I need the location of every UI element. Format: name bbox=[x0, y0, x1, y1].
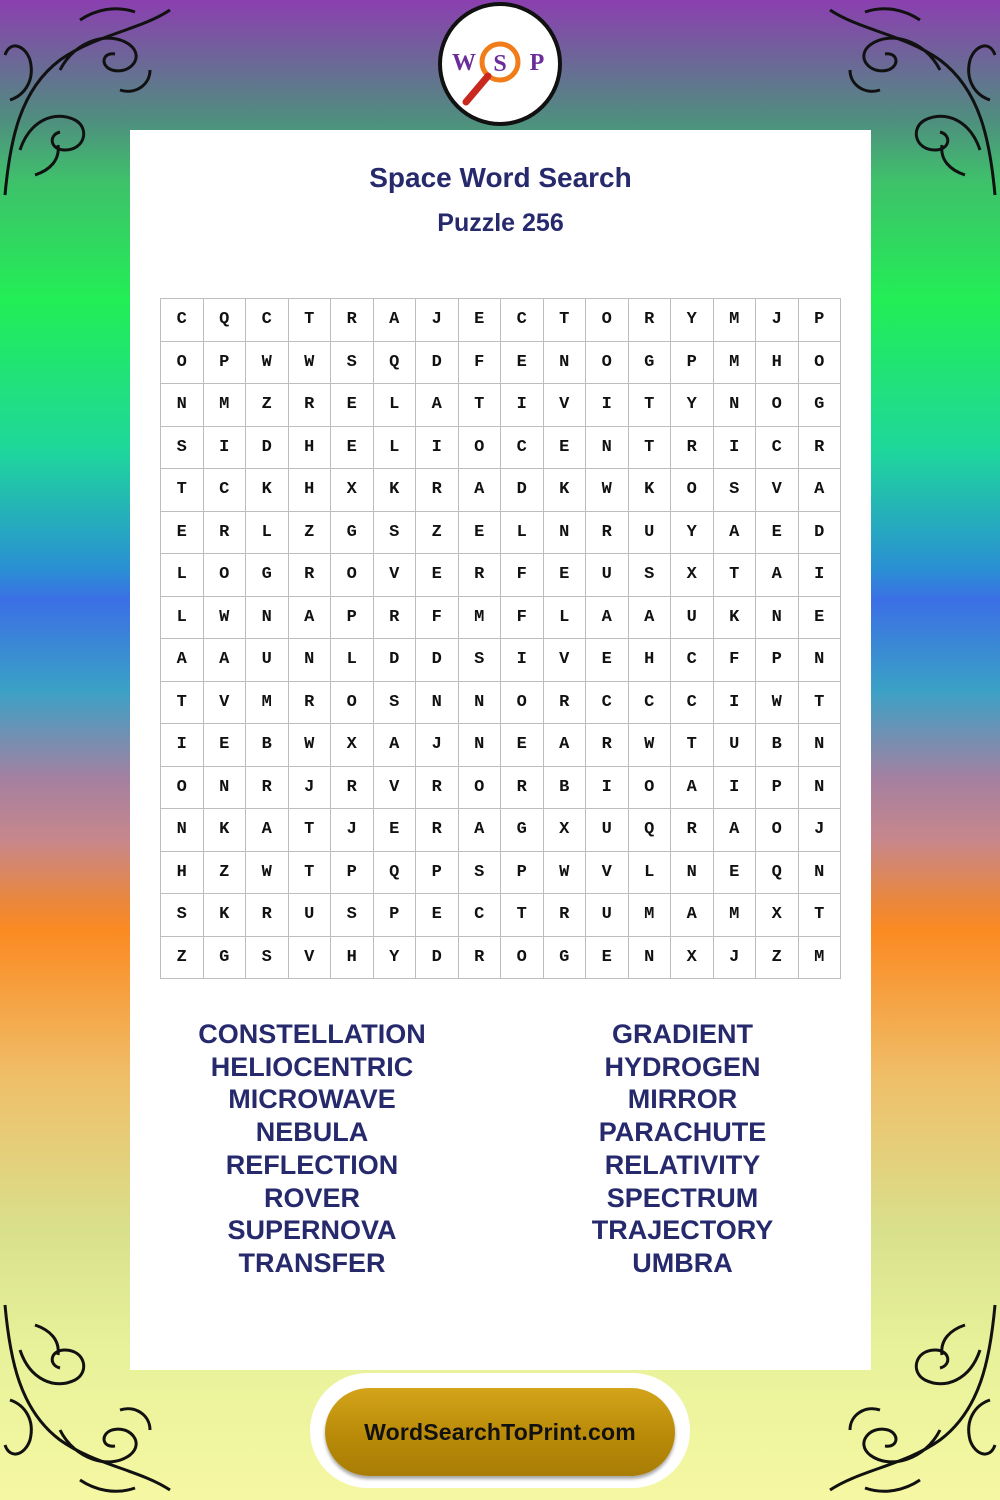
word-item: SUPERNOVA bbox=[227, 1215, 397, 1246]
grid-cell[interactable]: O bbox=[799, 342, 842, 385]
grid-cell[interactable]: C bbox=[246, 299, 289, 342]
grid-cell[interactable]: E bbox=[501, 724, 544, 767]
grid-cell[interactable]: V bbox=[586, 852, 629, 895]
grid-cell[interactable]: O bbox=[671, 469, 714, 512]
grid-cell[interactable]: R bbox=[586, 512, 629, 555]
grid-cell[interactable]: J bbox=[331, 809, 374, 852]
word-item: HELIOCENTRIC bbox=[210, 1051, 414, 1082]
grid-cell[interactable]: Q bbox=[756, 852, 799, 895]
word-item: NEBULA bbox=[255, 1117, 369, 1148]
grid-cell[interactable]: V bbox=[374, 767, 417, 810]
grid-cell[interactable]: X bbox=[756, 894, 799, 937]
grid-cell[interactable]: A bbox=[246, 809, 289, 852]
grid-cell[interactable]: T bbox=[161, 682, 204, 725]
grid-cell[interactable]: L bbox=[501, 512, 544, 555]
grid-cell[interactable]: I bbox=[204, 427, 247, 470]
grid-cell[interactable]: W bbox=[246, 342, 289, 385]
grid-cell[interactable]: M bbox=[459, 597, 502, 640]
grid-cell[interactable]: T bbox=[289, 299, 332, 342]
grid-cell[interactable]: T bbox=[629, 427, 672, 470]
grid-cell[interactable]: E bbox=[161, 512, 204, 555]
grid-cell[interactable]: Z bbox=[204, 852, 247, 895]
grid-cell[interactable]: L bbox=[544, 597, 587, 640]
grid-cell[interactable]: R bbox=[416, 767, 459, 810]
grid-cell[interactable]: E bbox=[459, 299, 502, 342]
grid-cell[interactable]: O bbox=[161, 767, 204, 810]
grid-cell[interactable]: X bbox=[671, 937, 714, 980]
grid-cell[interactable]: X bbox=[331, 724, 374, 767]
grid-cell[interactable]: W bbox=[756, 682, 799, 725]
grid-cell[interactable]: R bbox=[246, 767, 289, 810]
grid-cell[interactable]: S bbox=[161, 427, 204, 470]
grid-cell[interactable]: M bbox=[714, 342, 757, 385]
grid-cell[interactable]: C bbox=[459, 894, 502, 937]
grid-cell[interactable]: N bbox=[459, 682, 502, 725]
grid-cell[interactable]: A bbox=[416, 384, 459, 427]
grid-cell[interactable]: D bbox=[246, 427, 289, 470]
grid-cell[interactable]: R bbox=[204, 512, 247, 555]
grid-cell[interactable]: R bbox=[671, 809, 714, 852]
grid-cell[interactable]: A bbox=[671, 894, 714, 937]
puzzle-card bbox=[130, 130, 871, 1370]
grid-cell[interactable]: U bbox=[289, 894, 332, 937]
grid-cell[interactable]: V bbox=[289, 937, 332, 980]
grid-cell[interactable]: R bbox=[459, 937, 502, 980]
grid-cell[interactable]: F bbox=[501, 597, 544, 640]
grid-cell[interactable]: Q bbox=[629, 809, 672, 852]
grid-cell[interactable]: F bbox=[459, 342, 502, 385]
grid-cell[interactable]: B bbox=[544, 767, 587, 810]
grid-cell[interactable]: S bbox=[714, 469, 757, 512]
grid-cell[interactable]: K bbox=[714, 597, 757, 640]
grid-cell[interactable]: P bbox=[331, 852, 374, 895]
grid-cell[interactable]: Q bbox=[374, 852, 417, 895]
grid-cell[interactable]: C bbox=[671, 639, 714, 682]
logo-letter-p: P bbox=[529, 50, 545, 76]
grid-cell[interactable]: L bbox=[629, 852, 672, 895]
grid-cell[interactable]: P bbox=[416, 852, 459, 895]
grid-cell[interactable]: R bbox=[629, 299, 672, 342]
grid-cell[interactable]: P bbox=[756, 639, 799, 682]
grid-cell[interactable]: A bbox=[714, 809, 757, 852]
grid-cell[interactable]: H bbox=[161, 852, 204, 895]
grid-cell[interactable]: G bbox=[501, 809, 544, 852]
grid-cell[interactable]: T bbox=[544, 299, 587, 342]
wsp-logo bbox=[438, 2, 562, 126]
grid-cell[interactable]: S bbox=[629, 554, 672, 597]
grid-cell[interactable]: L bbox=[161, 554, 204, 597]
grid-cell[interactable]: K bbox=[374, 469, 417, 512]
grid-cell[interactable]: L bbox=[246, 512, 289, 555]
grid-cell[interactable]: I bbox=[586, 767, 629, 810]
grid-cell[interactable]: R bbox=[671, 427, 714, 470]
grid-cell[interactable]: T bbox=[459, 384, 502, 427]
grid-cell[interactable]: Z bbox=[756, 937, 799, 980]
grid-cell[interactable]: T bbox=[289, 852, 332, 895]
grid-cell[interactable]: C bbox=[501, 299, 544, 342]
grid-cell[interactable]: N bbox=[246, 597, 289, 640]
grid-cell[interactable]: Q bbox=[204, 299, 247, 342]
word-item: TRANSFER bbox=[238, 1247, 386, 1278]
word-item: MICROWAVE bbox=[228, 1084, 396, 1115]
grid-cell[interactable]: J bbox=[714, 937, 757, 980]
logo-letter-s: S bbox=[493, 51, 507, 77]
grid-cell[interactable]: R bbox=[331, 299, 374, 342]
grid-cell[interactable]: F bbox=[714, 639, 757, 682]
grid-cell[interactable]: N bbox=[161, 384, 204, 427]
grid-cell[interactable]: R bbox=[374, 597, 417, 640]
grid-cell[interactable]: Z bbox=[246, 384, 289, 427]
grid-cell[interactable]: E bbox=[714, 852, 757, 895]
grid-cell[interactable]: J bbox=[416, 299, 459, 342]
grid-cell[interactable]: S bbox=[331, 342, 374, 385]
logo-letter-w: W bbox=[452, 50, 476, 76]
word-item: GRADIENT bbox=[612, 1019, 753, 1049]
grid-cell[interactable]: S bbox=[161, 894, 204, 937]
grid-cell[interactable]: O bbox=[161, 342, 204, 385]
grid-cell[interactable]: K bbox=[246, 469, 289, 512]
grid-cell[interactable]: T bbox=[501, 894, 544, 937]
grid-cell[interactable]: A bbox=[459, 469, 502, 512]
grid-cell[interactable]: C bbox=[671, 682, 714, 725]
grid-cell[interactable]: R bbox=[586, 724, 629, 767]
grid-cell[interactable]: U bbox=[246, 639, 289, 682]
grid-cell[interactable]: T bbox=[714, 554, 757, 597]
grid-cell[interactable]: R bbox=[459, 554, 502, 597]
word-list-left bbox=[130, 1018, 494, 1280]
grid-cell[interactable]: H bbox=[289, 469, 332, 512]
grid-cell[interactable]: N bbox=[586, 427, 629, 470]
grid-cell[interactable]: L bbox=[374, 384, 417, 427]
grid-cell[interactable]: E bbox=[416, 554, 459, 597]
grid-cell[interactable]: R bbox=[289, 554, 332, 597]
grid-cell[interactable]: P bbox=[671, 342, 714, 385]
website-link[interactable] bbox=[325, 1388, 675, 1476]
grid-cell[interactable]: O bbox=[501, 937, 544, 980]
grid-cell[interactable]: C bbox=[629, 682, 672, 725]
grid-cell[interactable]: D bbox=[374, 639, 417, 682]
grid-cell[interactable]: G bbox=[204, 937, 247, 980]
grid-cell[interactable]: T bbox=[671, 724, 714, 767]
grid-cell[interactable]: N bbox=[799, 767, 842, 810]
grid-cell[interactable]: G bbox=[331, 512, 374, 555]
grid-cell[interactable]: M bbox=[799, 937, 842, 980]
grid-cell[interactable]: N bbox=[671, 852, 714, 895]
grid-cell[interactable]: V bbox=[374, 554, 417, 597]
grid-cell[interactable]: V bbox=[544, 639, 587, 682]
grid-cell[interactable]: N bbox=[544, 512, 587, 555]
grid-cell[interactable]: O bbox=[204, 554, 247, 597]
grid-cell[interactable]: Y bbox=[671, 299, 714, 342]
grid-cell[interactable]: O bbox=[756, 809, 799, 852]
word-item: MIRROR bbox=[627, 1084, 738, 1115]
grid-cell[interactable]: J bbox=[289, 767, 332, 810]
grid-cell[interactable]: R bbox=[544, 682, 587, 725]
grid-cell[interactable]: N bbox=[799, 852, 842, 895]
grid-cell[interactable]: Q bbox=[374, 342, 417, 385]
grid-cell[interactable]: N bbox=[544, 342, 587, 385]
grid-cell[interactable]: H bbox=[756, 342, 799, 385]
grid-cell[interactable]: N bbox=[756, 597, 799, 640]
grid-cell[interactable]: Z bbox=[161, 937, 204, 980]
grid-cell[interactable]: S bbox=[331, 894, 374, 937]
grid-cell[interactable]: C bbox=[501, 427, 544, 470]
grid-cell[interactable]: J bbox=[416, 724, 459, 767]
grid-cell[interactable]: N bbox=[161, 809, 204, 852]
grid-cell[interactable]: B bbox=[756, 724, 799, 767]
grid-cell[interactable]: I bbox=[714, 682, 757, 725]
grid-cell[interactable]: I bbox=[714, 767, 757, 810]
word-item: UMBRA bbox=[632, 1247, 733, 1278]
grid-cell[interactable]: A bbox=[714, 512, 757, 555]
grid-cell[interactable]: P bbox=[204, 342, 247, 385]
grid-cell[interactable]: T bbox=[799, 894, 842, 937]
word-item: HYDROGEN bbox=[604, 1051, 761, 1082]
grid-cell[interactable]: Z bbox=[416, 512, 459, 555]
grid-cell[interactable]: T bbox=[629, 384, 672, 427]
puzzle-title: Space Word Search bbox=[369, 162, 632, 193]
grid-cell[interactable]: S bbox=[374, 512, 417, 555]
grid-cell[interactable]: D bbox=[416, 342, 459, 385]
grid-cell[interactable]: D bbox=[501, 469, 544, 512]
grid-cell[interactable]: R bbox=[416, 809, 459, 852]
grid-cell[interactable]: I bbox=[501, 639, 544, 682]
grid-cell[interactable]: S bbox=[246, 937, 289, 980]
grid-cell[interactable]: O bbox=[586, 299, 629, 342]
word-item: PARACHUTE bbox=[598, 1117, 767, 1148]
grid-cell[interactable]: U bbox=[629, 512, 672, 555]
word-item: ROVER bbox=[263, 1182, 361, 1213]
grid-cell[interactable]: O bbox=[459, 427, 502, 470]
grid-cell[interactable]: W bbox=[544, 852, 587, 895]
grid-cell[interactable]: C bbox=[204, 469, 247, 512]
word-item: SPECTRUM bbox=[606, 1182, 759, 1213]
grid-cell[interactable]: E bbox=[756, 512, 799, 555]
grid-cell[interactable]: U bbox=[671, 597, 714, 640]
word-item: RELATIVITY bbox=[604, 1149, 761, 1180]
grid-cell[interactable]: E bbox=[459, 512, 502, 555]
grid-cell[interactable]: P bbox=[374, 894, 417, 937]
grid-cell[interactable]: I bbox=[501, 384, 544, 427]
word-item: CONSTELLATION bbox=[198, 1019, 426, 1049]
grid-cell[interactable]: N bbox=[416, 682, 459, 725]
grid-cell[interactable]: E bbox=[331, 384, 374, 427]
grid-cell[interactable]: N bbox=[629, 937, 672, 980]
grid-cell[interactable]: M bbox=[714, 299, 757, 342]
grid-cell[interactable]: A bbox=[756, 554, 799, 597]
grid-cell[interactable]: T bbox=[289, 809, 332, 852]
grid-cell[interactable]: L bbox=[331, 639, 374, 682]
grid-cell[interactable]: I bbox=[799, 554, 842, 597]
grid-cell[interactable]: E bbox=[331, 427, 374, 470]
grid-cell[interactable]: E bbox=[544, 427, 587, 470]
grid-cell[interactable]: K bbox=[629, 469, 672, 512]
grid-cell[interactable]: G bbox=[246, 554, 289, 597]
grid-cell[interactable]: S bbox=[459, 852, 502, 895]
grid-cell[interactable]: V bbox=[204, 682, 247, 725]
grid-cell[interactable]: Y bbox=[671, 512, 714, 555]
grid-cell[interactable]: O bbox=[586, 342, 629, 385]
grid-cell[interactable]: Y bbox=[374, 937, 417, 980]
grid-cell[interactable]: A bbox=[799, 469, 842, 512]
grid-cell[interactable]: A bbox=[374, 299, 417, 342]
word-item: TRAJECTORY bbox=[591, 1215, 774, 1246]
grid-cell[interactable]: T bbox=[799, 682, 842, 725]
grid-cell[interactable]: A bbox=[374, 724, 417, 767]
grid-cell[interactable]: P bbox=[501, 852, 544, 895]
grid-cell[interactable]: D bbox=[416, 639, 459, 682]
grid-cell[interactable]: T bbox=[161, 469, 204, 512]
grid-cell[interactable]: X bbox=[331, 469, 374, 512]
grid-cell[interactable]: U bbox=[586, 554, 629, 597]
grid-cell[interactable]: M bbox=[246, 682, 289, 725]
grid-cell[interactable]: X bbox=[544, 809, 587, 852]
grid-cell[interactable]: N bbox=[714, 384, 757, 427]
grid-cell[interactable]: X bbox=[671, 554, 714, 597]
footer-badge bbox=[310, 1373, 690, 1488]
grid-cell[interactable]: F bbox=[501, 554, 544, 597]
grid-cell[interactable]: U bbox=[586, 809, 629, 852]
grid-cell[interactable]: L bbox=[161, 597, 204, 640]
grid-cell[interactable]: E bbox=[204, 724, 247, 767]
grid-cell[interactable]: F bbox=[416, 597, 459, 640]
website-label: WordSearchToPrint.com bbox=[364, 1418, 636, 1445]
grid-cell[interactable]: M bbox=[629, 894, 672, 937]
grid-cell[interactable]: P bbox=[756, 767, 799, 810]
grid-cell[interactable]: R bbox=[501, 767, 544, 810]
grid-cell[interactable]: O bbox=[459, 767, 502, 810]
grid-cell[interactable]: H bbox=[331, 937, 374, 980]
grid-cell[interactable]: R bbox=[799, 427, 842, 470]
grid-cell[interactable]: I bbox=[161, 724, 204, 767]
grid-cell[interactable]: K bbox=[204, 809, 247, 852]
grid-cell[interactable]: A bbox=[459, 809, 502, 852]
grid-cell[interactable]: O bbox=[331, 682, 374, 725]
grid-cell[interactable]: J bbox=[799, 809, 842, 852]
grid-cell[interactable]: A bbox=[671, 767, 714, 810]
grid-cell[interactable]: E bbox=[586, 639, 629, 682]
grid-cell[interactable]: N bbox=[799, 724, 842, 767]
grid-cell[interactable]: N bbox=[459, 724, 502, 767]
grid-cell[interactable]: G bbox=[629, 342, 672, 385]
grid-cell[interactable]: G bbox=[799, 384, 842, 427]
grid-cell[interactable]: D bbox=[799, 512, 842, 555]
grid-cell[interactable]: A bbox=[544, 724, 587, 767]
grid-cell[interactable]: E bbox=[586, 937, 629, 980]
grid-cell[interactable]: P bbox=[331, 597, 374, 640]
grid-cell[interactable]: N bbox=[204, 767, 247, 810]
grid-cell[interactable]: R bbox=[289, 384, 332, 427]
grid-cell[interactable]: W bbox=[586, 469, 629, 512]
grid-cell[interactable]: I bbox=[416, 427, 459, 470]
grid-cell[interactable]: O bbox=[331, 554, 374, 597]
grid-cell[interactable]: K bbox=[204, 894, 247, 937]
grid-cell[interactable]: E bbox=[544, 554, 587, 597]
grid-cell[interactable]: R bbox=[289, 682, 332, 725]
grid-cell[interactable]: W bbox=[289, 342, 332, 385]
grid-cell[interactable]: R bbox=[416, 469, 459, 512]
grid-cell[interactable]: O bbox=[501, 682, 544, 725]
grid-cell[interactable]: U bbox=[714, 724, 757, 767]
grid-cell[interactable]: A bbox=[586, 597, 629, 640]
grid-cell[interactable]: M bbox=[714, 894, 757, 937]
grid-cell[interactable]: Y bbox=[671, 384, 714, 427]
grid-cell[interactable]: W bbox=[289, 724, 332, 767]
grid-cell[interactable]: E bbox=[374, 809, 417, 852]
grid-cell[interactable]: C bbox=[586, 682, 629, 725]
grid-cell[interactable]: Z bbox=[289, 512, 332, 555]
grid-cell[interactable]: H bbox=[629, 639, 672, 682]
grid-cell[interactable]: U bbox=[586, 894, 629, 937]
grid-cell[interactable]: N bbox=[289, 639, 332, 682]
word-list bbox=[130, 1018, 871, 1280]
grid-cell[interactable]: L bbox=[374, 427, 417, 470]
grid-cell[interactable]: C bbox=[161, 299, 204, 342]
grid-cell[interactable]: M bbox=[204, 384, 247, 427]
grid-cell[interactable]: O bbox=[756, 384, 799, 427]
grid-cell[interactable]: A bbox=[629, 597, 672, 640]
puzzle-number: Puzzle 256 bbox=[437, 209, 564, 237]
grid-cell[interactable]: A bbox=[289, 597, 332, 640]
grid-cell[interactable]: I bbox=[586, 384, 629, 427]
grid-cell[interactable]: R bbox=[544, 894, 587, 937]
grid-cell[interactable]: E bbox=[416, 894, 459, 937]
grid-cell[interactable]: H bbox=[289, 427, 332, 470]
grid-cell[interactable]: P bbox=[799, 299, 842, 342]
grid-cell[interactable]: V bbox=[544, 384, 587, 427]
letter-grid bbox=[160, 298, 841, 979]
grid-cell[interactable]: W bbox=[204, 597, 247, 640]
grid-cell[interactable]: E bbox=[501, 342, 544, 385]
grid-cell[interactable]: E bbox=[799, 597, 842, 640]
grid-cell[interactable]: B bbox=[246, 724, 289, 767]
word-list-right bbox=[494, 1018, 871, 1280]
grid-cell[interactable]: G bbox=[544, 937, 587, 980]
grid-cell[interactable]: S bbox=[374, 682, 417, 725]
grid-cell[interactable]: R bbox=[331, 767, 374, 810]
grid-cell[interactable]: V bbox=[756, 469, 799, 512]
grid-cell[interactable]: W bbox=[246, 852, 289, 895]
grid-cell[interactable]: C bbox=[756, 427, 799, 470]
grid-cell[interactable]: A bbox=[204, 639, 247, 682]
grid-cell[interactable]: A bbox=[161, 639, 204, 682]
grid-cell[interactable]: O bbox=[629, 767, 672, 810]
grid-cell[interactable]: D bbox=[416, 937, 459, 980]
grid-cell[interactable]: K bbox=[544, 469, 587, 512]
grid-cell[interactable]: J bbox=[756, 299, 799, 342]
word-item: REFLECTION bbox=[225, 1149, 399, 1180]
grid-cell[interactable]: I bbox=[714, 427, 757, 470]
grid-cell[interactable]: N bbox=[799, 639, 842, 682]
grid-cell[interactable]: S bbox=[459, 639, 502, 682]
grid-cell[interactable]: W bbox=[629, 724, 672, 767]
grid-cell[interactable]: R bbox=[246, 894, 289, 937]
